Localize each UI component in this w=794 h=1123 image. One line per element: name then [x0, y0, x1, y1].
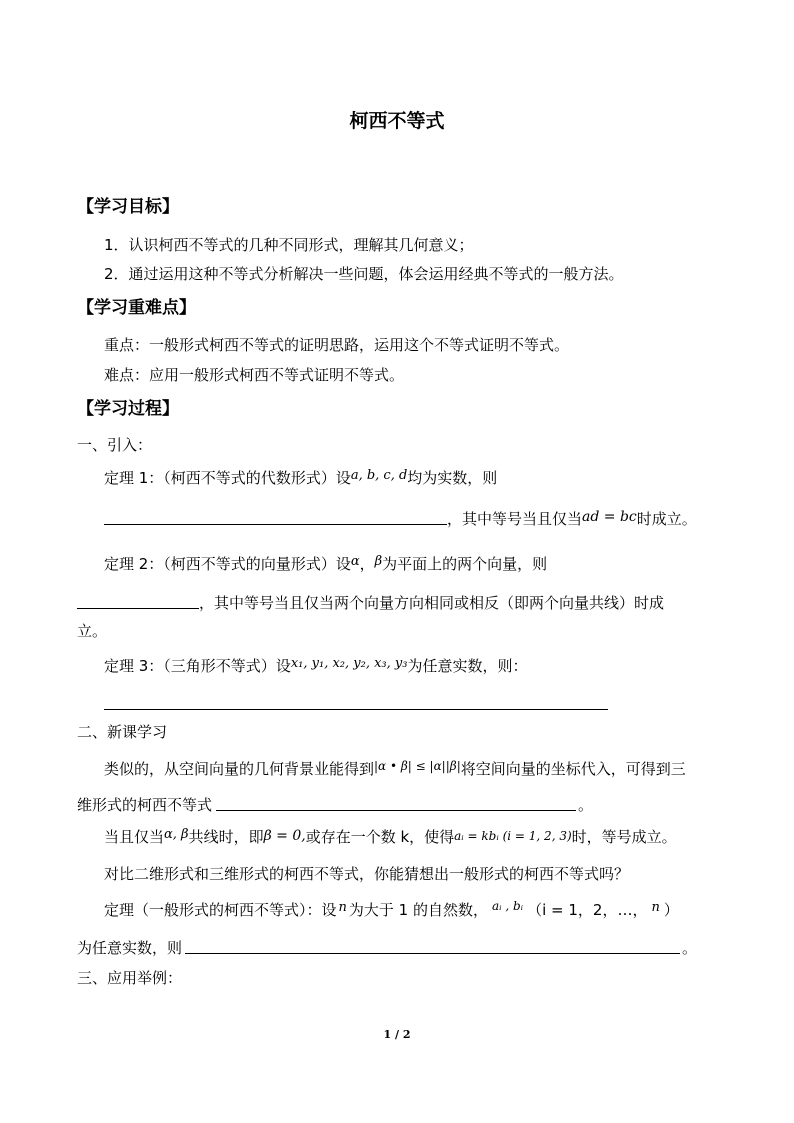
- section-keypoints-heading: 【学习重难点】: [77, 298, 196, 318]
- section-objectives-heading: 【学习目标】: [77, 197, 179, 217]
- three-dim-form-blank: [216, 810, 576, 811]
- spatial-intro-line: [104, 758, 686, 779]
- equality-condition-line: [104, 826, 677, 847]
- equality-condition-pre: 当且仅当: [104, 828, 165, 846]
- theorem-2-post: 为平面上的两个向量，则: [382, 555, 548, 573]
- general-theorem-line: [104, 899, 679, 920]
- conjecture-question: 对比二维形式和三维形式的柯西不等式，你能猜想出一般形式的柯西不等式吗？: [104, 865, 630, 883]
- theorem-2-line: [104, 553, 547, 574]
- theorem-1-line: [104, 467, 497, 488]
- general-theorem-label: 为任意实数，则: [77, 939, 183, 957]
- theorem-3-line: [104, 655, 527, 676]
- general-theorem-blank: [185, 953, 680, 954]
- theorem-3-post: 为任意实数，则：: [407, 657, 528, 675]
- theorem-1-equality-pre: ，其中等号当且仅当: [447, 510, 583, 528]
- objective-1: 1．认识柯西不等式的几种不同形式，理解其几何意义；: [104, 236, 474, 254]
- objective-2: 2．通过运用这种不等式分析解决一些问题，体会运用经典不等式的一般方法。: [104, 265, 624, 283]
- theorem-2-blank: [77, 608, 199, 609]
- section-process-heading: 【学习过程】: [77, 399, 179, 419]
- theorem-1-equality-post: 时成立。: [636, 510, 697, 528]
- theorem-1-variables: a, b, c, d: [350, 468, 408, 483]
- theorem-2-beta: β: [374, 554, 383, 569]
- part1-heading: 一、引入：: [77, 436, 153, 454]
- theorem-2-comma: ，: [359, 555, 375, 573]
- equality-condition-mid2: 或存在一个数 k，使得: [305, 828, 455, 846]
- keypoint-important: 重点：一般形式柯西不等式的证明思路，运用这个不等式证明不等式。: [104, 336, 570, 354]
- theorem-2-equality-cont: 立。: [77, 622, 108, 640]
- part2-heading: 二、新课学习: [77, 723, 168, 741]
- theorem-1-label: 定理 1：（柯西不等式的代数形式）设: [104, 469, 351, 487]
- page-title: 柯西不等式: [349, 110, 445, 132]
- keypoint-difficult: 难点：应用一般形式柯西不等式证明不等式。: [104, 366, 405, 384]
- theorem-1-blank: [104, 524, 447, 525]
- general-theorem-n: n: [338, 900, 347, 915]
- general-theorem-end: ）: [663, 901, 679, 919]
- theorem-3-blank: [104, 709, 608, 710]
- theorem-3-label: 定理 3：（三角形不等式）设: [104, 657, 291, 675]
- theorem-2-label: 定理 2：（柯西不等式的向量形式）设: [104, 555, 351, 573]
- spatial-intro-post: 将空间向量的坐标代入，可得到三: [460, 760, 686, 778]
- theorem-3-variables: x₁, y₁, x₂, y₂, x₃, y₃: [290, 656, 408, 671]
- equality-beta-zero: β = 0,: [263, 828, 306, 844]
- theorem-2-alpha: α: [350, 554, 360, 569]
- general-theorem-index: （i = 1，2，…，: [527, 901, 648, 919]
- general-theorem-n2: n: [651, 900, 660, 915]
- spatial-inequality-math: |α • β| ≤ |α||β|: [374, 759, 461, 773]
- three-dim-form-label: 维形式的柯西不等式: [77, 796, 213, 814]
- part3-heading: 三、应用举例：: [77, 969, 183, 987]
- general-theorem-ab: aᵢ , bᵢ: [491, 899, 524, 913]
- equality-condition-post: 时，等号成立。: [571, 828, 677, 846]
- equality-condition-mid: 共线时，即: [188, 828, 264, 846]
- equality-proportional-math: aᵢ = kbᵢ (i = 1, 2, 3): [454, 829, 572, 843]
- three-dim-form-end: 。: [578, 796, 594, 814]
- page-number: 1 / 2: [383, 1028, 411, 1041]
- theorem-1-post: 均为实数，则: [407, 469, 498, 487]
- equality-alpha-beta: α, β: [164, 827, 189, 842]
- general-theorem-mid: 为大于 1 的自然数，: [348, 901, 488, 919]
- theorem-1-equality-math: ad = bc: [582, 509, 637, 525]
- theorem-1-equality-line: [447, 508, 697, 529]
- general-theorem-pre: 定理（一般形式的柯西不等式）：设: [104, 901, 337, 919]
- spatial-intro-pre: 类似的，从空间向量的几何背景业能得到: [104, 760, 375, 778]
- general-theorem-period: 。: [682, 939, 698, 957]
- theorem-2-equality-text: ，其中等号当且仅当两个向量方向相同或相反（即两个向量共线）时成: [199, 594, 665, 612]
